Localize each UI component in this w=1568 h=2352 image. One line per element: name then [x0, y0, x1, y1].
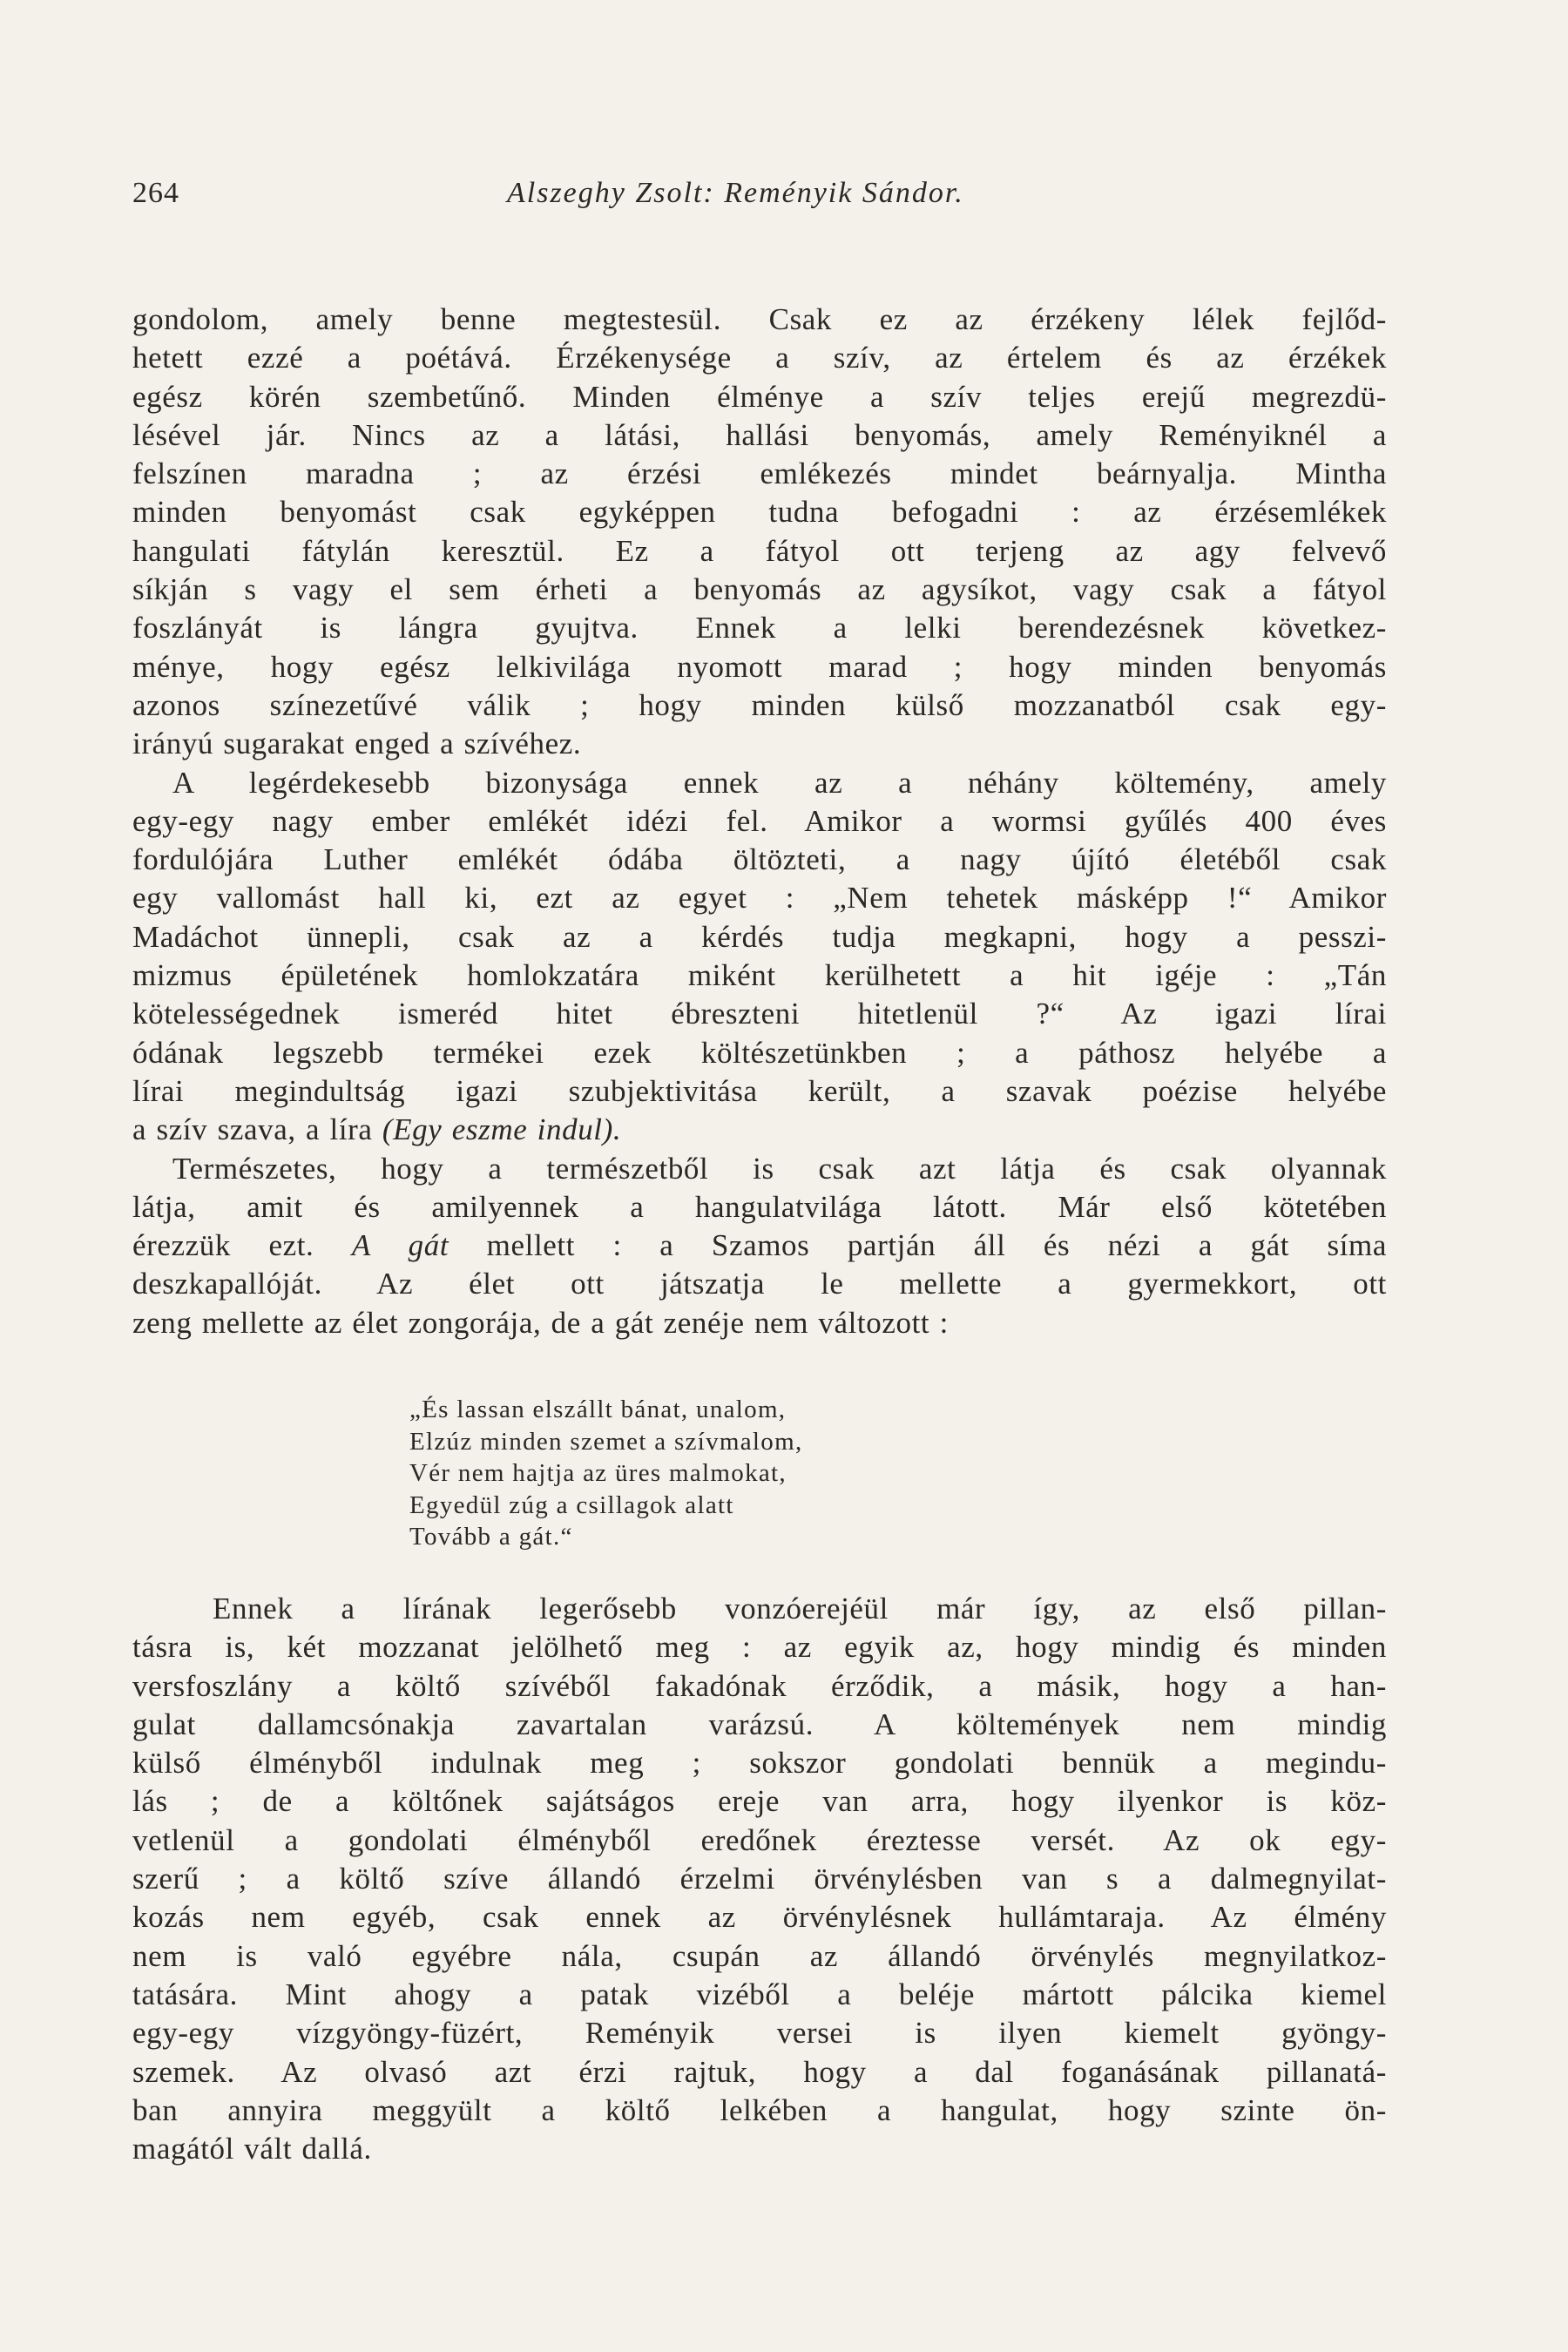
text-line: lírai megindultság igazi szubjektivitása került, a szavak poézise helyébe	[132, 1073, 1387, 1108]
text-run: mellett : a Szamos partján áll és nézi a gát síma	[449, 1228, 1387, 1263]
text-line: Természetes, hogy a természetből is csak azt látja és csak olyannak	[172, 1151, 1387, 1186]
text-line: kötelességednek ismeréd hitet ébreszteni hitetlenül ?“ Az igazi lírai	[132, 997, 1387, 1031]
text-line: Ennek a lírának legerősebb vonzóerejéül már így, az első pillan-	[213, 1592, 1387, 1625]
paragraph-3	[132, 1150, 1387, 1342]
text-line: külső élményből indulnak meg ; sokszor gondolati bennük a megindu-	[132, 1746, 1387, 1781]
text-line: egész körén szembetűnő. Minden élménye a szív teljes erejű megrezdü-	[132, 379, 1387, 414]
text-line: gondolom, amely benne megtestesül. Csak ez az érzékeny lélek fejlőd-	[132, 302, 1387, 336]
text-line: versfoszlány a költő szívéből fakadónak érződik, a másik, hogy a han-	[132, 1668, 1387, 1703]
text-line: hetett ezzé a poétává. Érzékenysége a szív, az értelem és az érzékek	[132, 341, 1387, 375]
paragraph-2	[132, 764, 1387, 1150]
text-line: egy vallomást hall ki, ezt az egyet : „Nem tehetek másképp !“ Amikor	[132, 881, 1387, 916]
text-line: egy-egy nagy ember emlékét idézi fel. Amikor a wormsi gyűlés 400 éves	[132, 803, 1387, 838]
text-line: gulat dallamcsónakja zavartalan varázsú. A költemények nem mindig	[132, 1707, 1387, 1741]
poem-quote	[409, 1394, 1089, 1553]
text-line: fordulójára Luther emlékét ódába öltözteti, a nagy újító életéből csak	[132, 842, 1387, 877]
body-text-top	[132, 301, 1387, 1342]
body-text-bottom	[132, 1590, 1387, 2168]
poem-line: Elzúz minden szemet a szívmalom,	[409, 1427, 803, 1456]
text-line: szemek. Az olvasó azt érzi rajtuk, hogy a dal foganásának pillanatá-	[132, 2054, 1387, 2089]
text-line: felszínen maradna ; az érzési emlékezés mindet beárnyalja. Mintha	[132, 456, 1387, 491]
text-line: szerű ; a költő szíve állandó érzelmi örvénylésben van s a dalmegnyilat-	[132, 1862, 1387, 1896]
text-line: látja, amit és amilyennek a hangulatvilága látott. Már első kötetében	[132, 1189, 1387, 1224]
text-line: deszkapallóját. Az élet ott játszatja le mellette a gyermekkort, ott	[132, 1267, 1387, 1301]
text-run: érezzük ezt.	[132, 1228, 352, 1263]
text-run: a szív szava, a líra	[132, 1112, 382, 1147]
text-line: mizmus épületének homlokzatára miként kerülhetett a hit igéje : „Tán	[132, 958, 1387, 993]
text-line: kozás nem egyéb, csak ennek az örvénylésnek hullámtaraja. Az élmény	[132, 1900, 1387, 1935]
page-number: 264	[132, 177, 179, 209]
poem-line: Egyedül zúg a csillagok alatt	[409, 1490, 734, 1519]
text-line: A legérdekesebb bizonysága ennek az a néhány költemény, amely	[172, 765, 1387, 800]
poem-line: Tovább a gát.“	[409, 1523, 573, 1551]
text-line: lésével jár. Nincs az a látási, hallási benyomás, amely Reményiknél a	[132, 417, 1387, 452]
text-line: magától vált dallá.	[132, 2132, 372, 2166]
text-line: minden benyomást csak egyképpen tudna befogadni : az érzésemlékek	[132, 495, 1387, 530]
paragraph-4	[132, 1590, 1387, 2168]
text-line: zeng mellette az élet zongorája, de a gát zenéje nem változott :	[132, 1305, 949, 1340]
text-line: irányú sugarakat enged a szívéhez.	[132, 727, 582, 761]
poem-title-italic: (Egy eszme indul).	[382, 1112, 622, 1147]
text-line: tatására. Mint ahogy a patak vizéből a beléje mártott pálcika kiemel	[132, 1977, 1387, 2011]
running-title: Alszeghy Zsolt: Reményik Sándor.	[507, 177, 964, 209]
text-line: vetlenül a gondolati élményből eredőnek éreztesse versét. Az ok egy-	[132, 1822, 1387, 1857]
text-line: egy-egy vízgyöngy-füzért, Reményik versei is ilyen kiemelt gyöngy-	[132, 2016, 1387, 2051]
paragraph-1	[132, 301, 1387, 764]
text-line: foszlányát is lángra gyujtva. Ennek a lelki berendezésnek következ-	[132, 611, 1387, 645]
text-line: hangulati fátylán keresztül. Ez a fátyol ott terjeng az agy felvevő	[132, 533, 1387, 568]
text-line: lás ; de a költőnek sajátságos ereje van arra, hogy ilyenkor is köz-	[132, 1784, 1387, 1819]
text-line: azonos színezetűvé válik ; hogy minden külső mozzanatból csak egy-	[132, 687, 1387, 722]
text-line: nem is való egyébre nála, csupán az állandó örvénylés megnyilatkoz-	[132, 1938, 1387, 1973]
text-line: ban annyira meggyült a költő lelkében a hangulat, hogy szinte ön-	[132, 2092, 1387, 2127]
text-line	[132, 1227, 1387, 1265]
poem-line: „És lassan elszállt bánat, unalom,	[409, 1396, 787, 1423]
poem-title-italic: A gát	[351, 1228, 449, 1263]
poem-line: Vér nem hajtja az üres malmokat,	[409, 1459, 787, 1487]
text-line: síkján s vagy el sem érheti a benyomás az agysíkot, vagy csak a fátyol	[132, 572, 1387, 607]
text-line: ódának legszebb termékei ezek költészetünkben ; a páthosz helyébe a	[132, 1035, 1387, 1070]
text-line: ménye, hogy egész lelkivilága nyomott marad ; hogy minden benyomás	[132, 649, 1387, 684]
text-line	[132, 1111, 1387, 1149]
page-header	[132, 177, 1396, 220]
text-line: tásra is, két mozzanat jelölhető meg : az egyik az, hogy mindig és minden	[132, 1630, 1387, 1665]
text-line: Madáchot ünnepli, csak az a kérdés tudja megkapni, hogy a pesszi-	[132, 919, 1387, 954]
